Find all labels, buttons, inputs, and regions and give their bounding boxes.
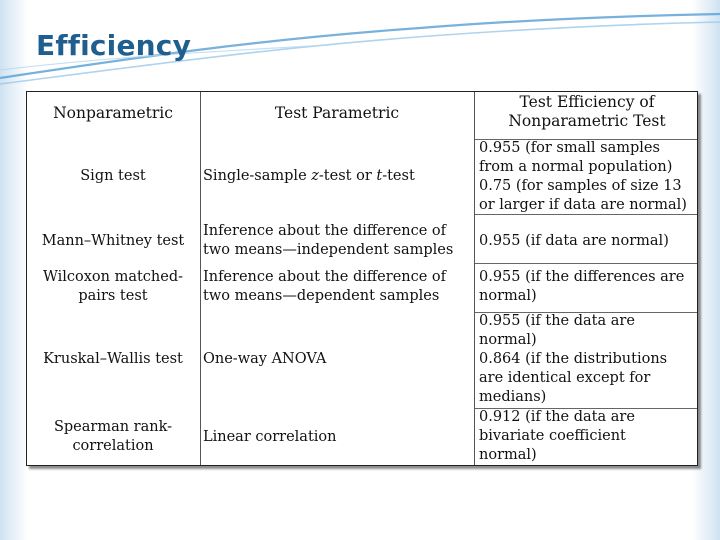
cell-line: 0.955 (if the data are — [479, 313, 635, 329]
cell-line: correlation — [72, 438, 154, 454]
cell-line: Inference about the difference of — [203, 223, 447, 239]
cell-text: Mann–Whitney test — [41, 232, 185, 249]
cell-line: pairs test — [78, 288, 148, 304]
table-row-cell-efficiency — [479, 408, 695, 465]
cell-line: 0.955 (if the differences are — [479, 269, 685, 285]
cell-line: normal) — [479, 447, 537, 463]
table-row-cell-parametric — [203, 222, 473, 260]
cell-text: Linear correlation — [203, 428, 337, 445]
cell-line: bivariate coefficient — [479, 428, 626, 444]
cell-line: medians) — [479, 389, 547, 405]
header-parametric — [203, 92, 471, 134]
header-parametric-label: Test Parametric — [274, 103, 400, 122]
cell-text: Kruskal–Wallis test — [43, 350, 183, 367]
table-row-cell-efficiency — [479, 268, 695, 306]
cell-text: One-way ANOVA — [203, 350, 327, 367]
header-nonparametric — [27, 92, 199, 134]
cell-line: from a normal population) — [479, 159, 673, 175]
table-row-cell-nonparametric — [27, 139, 199, 213]
table-row-cell-parametric — [203, 139, 473, 213]
table-row-cell-nonparametric — [27, 338, 199, 380]
table-row-cell-nonparametric — [27, 268, 199, 306]
cell-line: two means—dependent samples — [203, 288, 440, 304]
cell-line: normal) — [479, 332, 537, 348]
cell-line: 0.912 (if the data are — [479, 409, 635, 425]
cell-line: two means—independent samples — [203, 242, 454, 258]
table-row-cell-efficiency — [479, 218, 695, 264]
cell-line: Inference about the difference of — [203, 269, 447, 285]
table-row-cell-parametric — [203, 418, 473, 456]
table-row-cell-efficiency — [479, 312, 695, 407]
cell-line: are identical except for — [479, 370, 651, 386]
slide-title: Efficiency — [36, 29, 192, 62]
cell-line: Wilcoxon matched- — [42, 269, 184, 285]
cell-text: 0.955 (if data are normal) — [479, 232, 669, 249]
cell-text: Single-sample z-test or t-test — [203, 167, 415, 184]
column-divider — [200, 92, 201, 465]
efficiency-table — [26, 91, 698, 466]
cell-line: 0.864 (if the distributions — [479, 351, 668, 367]
table-row-cell-nonparametric — [27, 418, 199, 456]
cell-text: Sign test — [80, 167, 146, 184]
column-divider — [474, 92, 475, 465]
table-row-cell-parametric — [203, 268, 473, 306]
cell-line: normal) — [479, 288, 537, 304]
table-row-cell-parametric — [203, 338, 473, 380]
cell-line: 0.955 (for small samples — [479, 140, 660, 156]
cell-line: Spearman rank- — [53, 419, 173, 435]
table-row-cell-nonparametric — [27, 218, 199, 264]
header-efficiency — [479, 92, 695, 134]
cell-line: 0.75 (for samples of size 13 — [479, 178, 682, 194]
header-efficiency-line: Nonparametric Test — [508, 112, 666, 130]
table-row-cell-efficiency — [479, 139, 695, 215]
header-nonparametric-label: Nonparametric — [53, 103, 173, 122]
cell-line: or larger if data are normal) — [479, 197, 687, 213]
header-efficiency-line: Test Efficiency of — [519, 93, 655, 111]
